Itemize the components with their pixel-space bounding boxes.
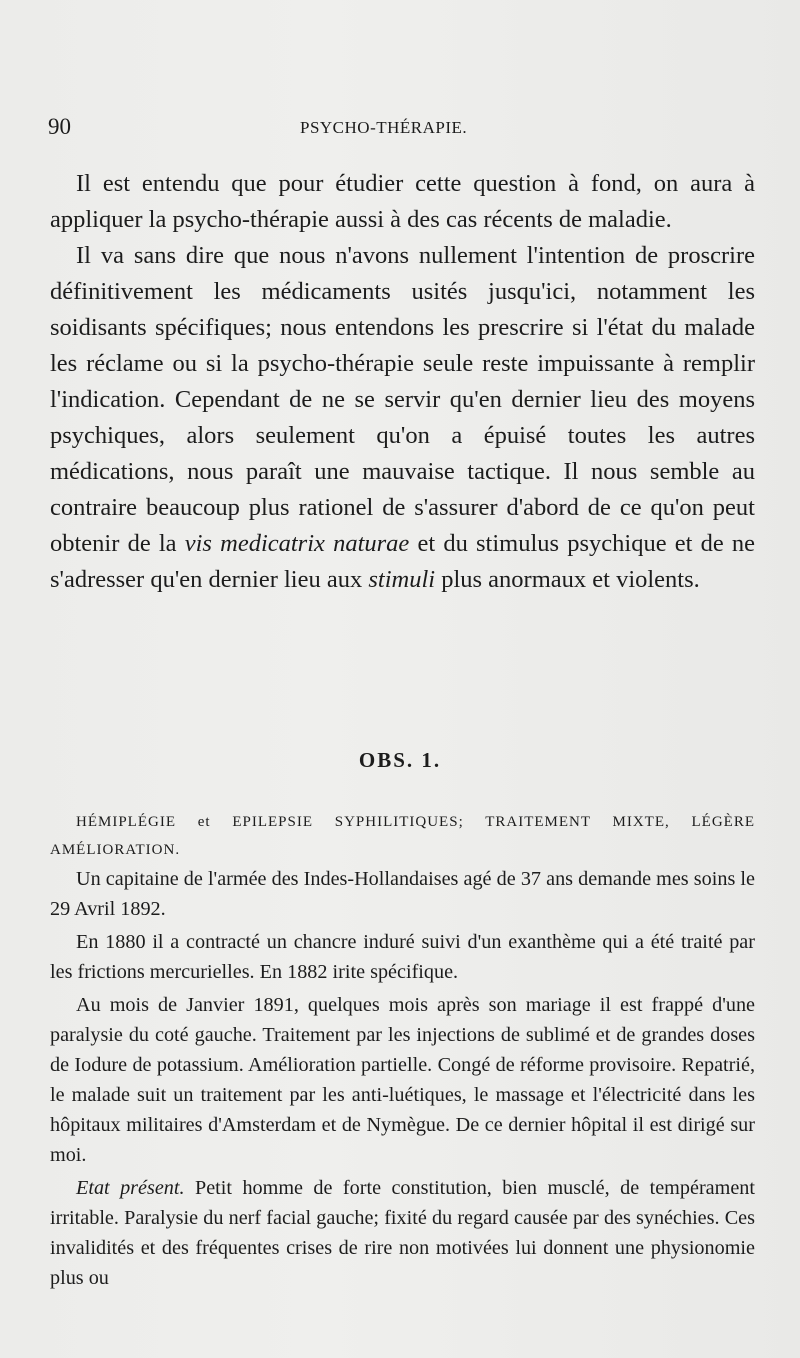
case-paragraph-3: Au mois de Janvier 1891, quelques mois après son mariage il est frappé d'une paralysie du coté gauche. Traitement par les injections de sublimé et de grandes doses de Iodure de potassium. Amélioration partielle. Congé de réforme provisoire. Repatrié, le malade suit un traitement par les anti-luétiques, le massage et l'électricité dans les hôpitaux militaires d'Amsterdam et de Nymègue. De ce dernier hôpital il est dirigé sur moi.: [50, 994, 755, 1166]
latin-phrase: vis medicatrix naturae: [184, 530, 410, 557]
observation-title: OBS. 1.: [358, 748, 442, 772]
page-number: 90: [48, 114, 71, 139]
intro-text-b: et du stimulus psychique et de ne s'adresser qu'en dernier lieu aux: [50, 530, 756, 593]
etat-present-label: Etat présent.: [76, 1177, 185, 1199]
intro-text-a: Il va sans dire que nous n'avons nullement l'intention de proscrire définitivement les médicaments usités jusqu'ici, notamment les soidisants spécifiques; nous entendons les prescrire si l'état du malade les réclame ou si la psycho-thérapie seule reste impuissante à remplir l'indication. Cependant de ne se servir qu'en dernier lieu des moyens psychiques, alors seulement qu'on a épuisé toutes les autres médications, nous paraît une mauvaise tactique. Il nous semble au contraire beaucoup plus rationel de s'assurer d'abord de ce qu'on peut obtenir de la: [50, 242, 755, 557]
case-paragraph-4: [50, 1173, 755, 1293]
stimuli-word: stimuli: [368, 566, 436, 593]
case-section: [50, 864, 755, 1293]
case-heading: HÉMIPLÉGIE et EPILEPSIE SYPHILITIQUES; TRAITEMENT MIXTE, LÉGÈRE AMÉLIORATION.: [50, 814, 755, 858]
intro-section: [50, 166, 755, 598]
intro-text-c: plus anormaux et violents.: [435, 566, 700, 593]
intro-paragraph-2: [50, 238, 755, 598]
case-paragraph-2: En 1880 il a contracté un chancre induré suivi d'un exanthème qui a été traité par les frictions mercurielles. En 1882 irite spécifique.: [50, 931, 755, 983]
intro-paragraph-1: Il est entendu que pour étudier cette question à fond, on aura à appliquer la psycho-thérapie aussi à des cas récents de maladie.: [50, 170, 755, 233]
running-head: PSYCHO-THÉRAPIE.: [300, 118, 468, 137]
page-header: [48, 114, 752, 146]
case-paragraph-1: Un capitaine de l'armée des Indes-Hollandaises agé de 37 ans demande mes soins le 29 Avril 1892.: [50, 868, 755, 920]
case-paragraph-4-text: Petit homme de forte constitution, bien musclé, de tempérament irritable. Paralysie du nerf facial gauche; fixité du regard causée par des synéchies. Ces invalidités et des fréquentes crises de rire non motivées lui donnent une physionomie plus ou: [50, 1177, 755, 1289]
